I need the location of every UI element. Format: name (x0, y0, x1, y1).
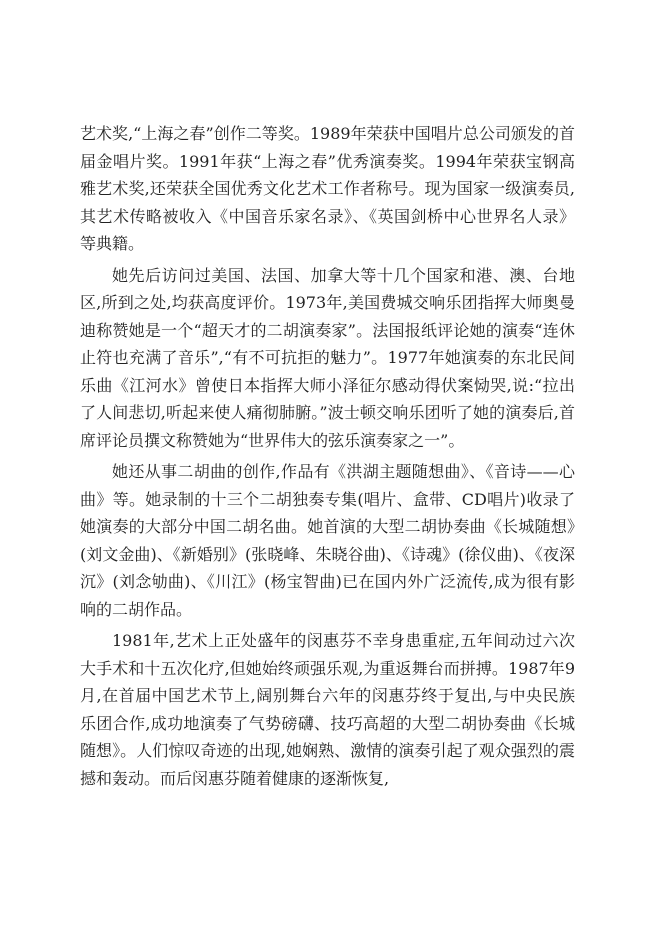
body-text (80, 120, 575, 792)
paragraph-illness-and-return: 1981年,艺术上正处盛年的闵惠芬不幸身患重症,五年间动过六次大手术和十五次化疗,但她始终顽强乐观,为重返舞台而拼搏。1987年9月,在首届中国艺术节上,阔别舞台六年的闵惠芬终于复出,与中央民族乐团合作,成功地演奏了气势磅礴、技巧高超的大型二胡协奏曲《长城随想》。人们惊叹奇迹的出现,她娴熟、激情的演奏引起了观众强烈的震撼和轰动。而后闵惠芬随着健康的逐渐恢复, (80, 631, 575, 788)
paragraph-awards: 艺术奖,“上海之春”创作二等奖。1989年荣获中国唱片总公司颁发的首届金唱片奖。1991年获“上海之春”优秀演奏奖。1994年荣获宝钢高雅艺术奖,还荣获全国优秀文化艺术工作者称号。现为国家一级演奏员,其艺术传略被收入《中国音乐家名录》、《英国剑桥中心世界名人录》等典籍。 (80, 124, 575, 253)
paragraph-international-visits: 她先后访问过美国、法国、加拿大等十几个国家和港、澳、台地区,所到之处,均获高度评价。1973年,美国费城交响乐团指挥大师奥曼迪称赞她是一个“超天才的二胡演奏家”。法国报纸评论她的演奏“连休止符也充满了音乐”,“有不可抗拒的魅力”。1977年她演奏的东北民间乐曲《江河水》曾使日本指挥大师小泽征尔感动得伏案恸哭,说:“拉出了人间悲切,听起来使人痛彻肺腑。”波士顿交响乐团听了她的演奏后,首席评论员撰文称赞她为“世界伟大的弦乐演奏家之一”。 (80, 265, 575, 450)
paragraph-compositions: 她还从事二胡曲的创作,作品有《洪湖主题随想曲》、《音诗——心曲》等。她录制的十三个二胡独奏专集(唱片、盒带、CD唱片)收录了她演奏的大部分中国二胡名曲。她首演的大型二胡协奏曲《长城随想》(刘文金曲)、《新婚别》(张晓峰、朱晓谷曲)、《诗魂》(徐仪曲)、《夜深沉》(刘念劬曲)、《川江》(杨宝智曲)已在国内外广泛流传,成为很有影响的二胡作品。 (80, 462, 575, 619)
